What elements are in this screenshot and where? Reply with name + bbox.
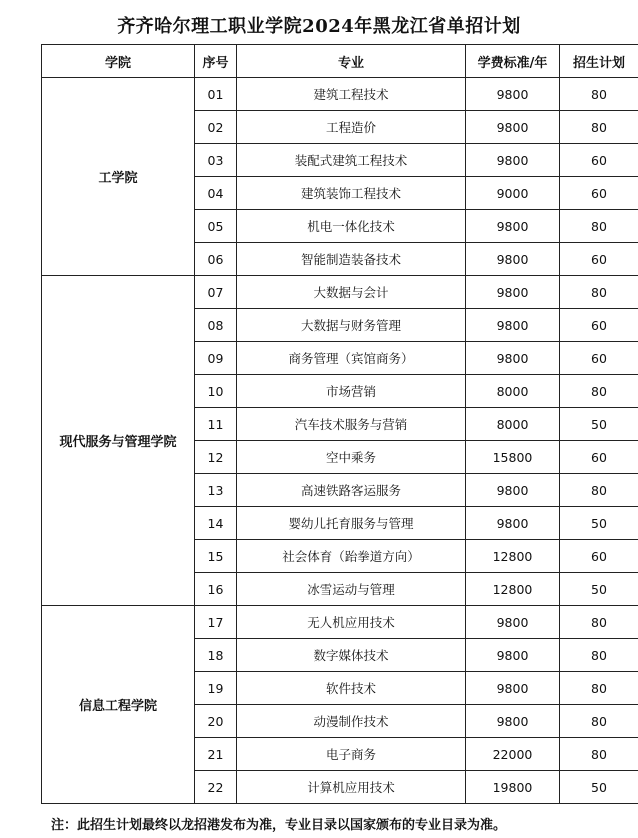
major-cell: 电子商务 — [237, 738, 466, 771]
tuition-cell: 9800 — [466, 672, 560, 705]
enrollment-cell: 80 — [560, 474, 638, 507]
enrollment-cell: 80 — [560, 606, 638, 639]
tuition-cell: 19800 — [466, 771, 560, 804]
enrollment-cell: 80 — [560, 210, 638, 243]
header-tuition: 学费标准/年 — [466, 45, 560, 78]
enrollment-cell: 50 — [560, 507, 638, 540]
header-number: 序号 — [195, 45, 237, 78]
major-cell: 装配式建筑工程技术 — [237, 144, 466, 177]
number-cell: 10 — [195, 375, 237, 408]
number-cell: 02 — [195, 111, 237, 144]
major-cell: 汽车技术服务与营销 — [237, 408, 466, 441]
tuition-cell: 9800 — [466, 606, 560, 639]
major-cell: 动漫制作技术 — [237, 705, 466, 738]
tuition-cell: 9800 — [466, 474, 560, 507]
tuition-cell: 9800 — [466, 309, 560, 342]
enrollment-plan-table — [41, 44, 638, 804]
tuition-cell: 9800 — [466, 705, 560, 738]
number-cell: 14 — [195, 507, 237, 540]
number-cell: 12 — [195, 441, 237, 474]
header-major: 专业 — [237, 45, 466, 78]
enrollment-cell: 80 — [560, 705, 638, 738]
number-cell: 19 — [195, 672, 237, 705]
tuition-cell: 22000 — [466, 738, 560, 771]
major-cell: 建筑装饰工程技术 — [237, 177, 466, 210]
number-cell: 09 — [195, 342, 237, 375]
number-cell: 22 — [195, 771, 237, 804]
enrollment-cell: 80 — [560, 78, 638, 111]
major-cell: 智能制造装备技术 — [237, 243, 466, 276]
major-cell: 商务管理（宾馆商务） — [237, 342, 466, 375]
table-body — [42, 78, 638, 804]
number-cell: 08 — [195, 309, 237, 342]
major-cell: 无人机应用技术 — [237, 606, 466, 639]
table-row — [42, 606, 638, 639]
number-cell: 13 — [195, 474, 237, 507]
enrollment-cell: 60 — [560, 342, 638, 375]
major-cell: 建筑工程技术 — [237, 78, 466, 111]
number-cell: 03 — [195, 144, 237, 177]
college-name-cell: 现代服务与管理学院 — [42, 276, 195, 606]
enrollment-cell: 80 — [560, 738, 638, 771]
tuition-cell: 12800 — [466, 573, 560, 606]
college-name-cell: 工学院 — [42, 78, 195, 276]
major-cell: 计算机应用技术 — [237, 771, 466, 804]
tuition-cell: 9800 — [466, 210, 560, 243]
tuition-cell: 9800 — [466, 78, 560, 111]
major-cell: 市场营销 — [237, 375, 466, 408]
tuition-cell: 9800 — [466, 639, 560, 672]
table-row — [42, 78, 638, 111]
tuition-cell: 9800 — [466, 243, 560, 276]
tuition-cell: 9800 — [466, 507, 560, 540]
enrollment-cell: 80 — [560, 276, 638, 309]
tuition-cell: 8000 — [466, 375, 560, 408]
enrollment-cell: 60 — [560, 309, 638, 342]
number-cell: 04 — [195, 177, 237, 210]
major-cell: 软件技术 — [237, 672, 466, 705]
major-cell: 工程造价 — [237, 111, 466, 144]
major-cell: 高速铁路客运服务 — [237, 474, 466, 507]
number-cell: 17 — [195, 606, 237, 639]
number-cell: 16 — [195, 573, 237, 606]
number-cell: 20 — [195, 705, 237, 738]
number-cell: 15 — [195, 540, 237, 573]
enrollment-cell: 60 — [560, 540, 638, 573]
header-college: 学院 — [42, 45, 195, 78]
document-title: 齐齐哈尔理工职业学院2024年黑龙江省单招计划 — [117, 16, 521, 37]
major-cell: 大数据与会计 — [237, 276, 466, 309]
college-name-cell: 信息工程学院 — [42, 606, 195, 804]
number-cell: 05 — [195, 210, 237, 243]
enrollment-cell: 80 — [560, 375, 638, 408]
header-enrollment: 招生计划 — [560, 45, 638, 78]
number-cell: 01 — [195, 78, 237, 111]
enrollment-cell: 60 — [560, 243, 638, 276]
enrollment-cell: 50 — [560, 408, 638, 441]
tuition-cell: 12800 — [466, 540, 560, 573]
number-cell: 18 — [195, 639, 237, 672]
enrollment-cell: 50 — [560, 771, 638, 804]
tuition-cell: 9800 — [466, 342, 560, 375]
major-cell: 大数据与财务管理 — [237, 309, 466, 342]
number-cell: 07 — [195, 276, 237, 309]
major-cell: 数字媒体技术 — [237, 639, 466, 672]
major-cell: 空中乘务 — [237, 441, 466, 474]
major-cell: 冰雪运动与管理 — [237, 573, 466, 606]
number-cell: 06 — [195, 243, 237, 276]
enrollment-cell: 60 — [560, 144, 638, 177]
tuition-cell: 9800 — [466, 276, 560, 309]
tuition-cell: 9800 — [466, 144, 560, 177]
footnote: 注：此招生计划最终以龙招港发布为准，专业目录以国家颁布的专业目录为准。 — [51, 818, 507, 833]
enrollment-cell: 80 — [560, 672, 638, 705]
enrollment-cell: 60 — [560, 177, 638, 210]
enrollment-cell: 60 — [560, 441, 638, 474]
major-cell: 婴幼儿托育服务与管理 — [237, 507, 466, 540]
tuition-cell: 15800 — [466, 441, 560, 474]
major-cell: 机电一体化技术 — [237, 210, 466, 243]
enrollment-cell: 50 — [560, 573, 638, 606]
enrollment-cell: 80 — [560, 639, 638, 672]
table-header — [42, 45, 638, 78]
tuition-cell: 9800 — [466, 111, 560, 144]
tuition-cell: 8000 — [466, 408, 560, 441]
number-cell: 21 — [195, 738, 237, 771]
header-row — [42, 45, 638, 78]
number-cell: 11 — [195, 408, 237, 441]
tuition-cell: 9000 — [466, 177, 560, 210]
enrollment-cell: 80 — [560, 111, 638, 144]
major-cell: 社会体育（跆拳道方向） — [237, 540, 466, 573]
table-row — [42, 276, 638, 309]
